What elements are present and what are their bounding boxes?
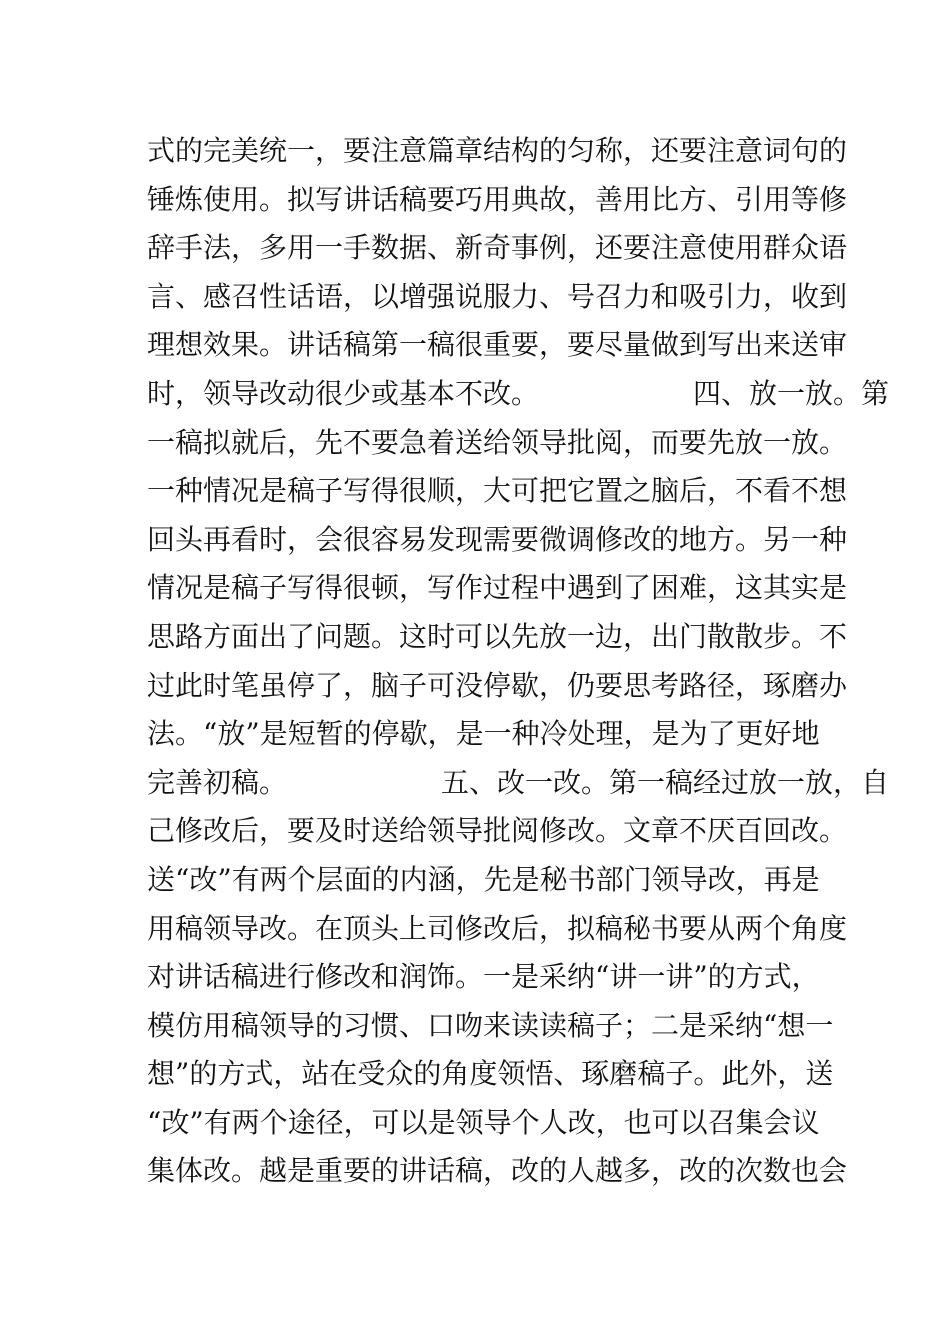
text-line: 己修改后，要及时送给领导批阅修改。文章不厌百回改。 [147,814,848,848]
text-line: 言、感召性话语，以增强说服力、号召力和吸引力，收到 [147,279,848,313]
text-line: 理想效果。讲话稿第一稿很重要，要尽量做到写出来送审 [147,328,848,362]
text-line: 送“改”有两个层面的内涵，先是秘书部门领导改，再是 [147,862,820,896]
text-line: 对讲话稿进行修改和润饰。一是采纳“讲一讲”的方式， [147,960,820,994]
text-line: 模仿用稿领导的习惯、口吻来读读稿子；二是采纳“想一 [147,1008,834,1042]
text-line: 时，领导改动很少或基本不改。 四、放一放。第 [147,376,890,410]
text-line: “改”有两个途径，可以是领导个人改，也可以召集会议 [147,1105,820,1139]
body-text [147,127,890,1196]
text-line: 一种情况是稿子写得很顺，大可把它置之脑后，不看不想 [147,474,848,508]
text-line: 完善初稿。 五、改一改。第一稿经过放一放，自 [147,765,890,799]
text-line: 过此时笔虽停了，脑子可没停歇，仍要思考路径，琢磨办 [147,668,848,702]
text-line: 用稿领导改。在顶头上司修改后，拟稿秘书要从两个角度 [147,911,848,945]
text-line: 式的完美统一，要注意篇章结构的匀称，还要注意词句的 [147,134,848,167]
text-line: 思路方面出了问题。这时可以先放一边，出门散散步。不 [147,619,848,653]
text-line: 辞手法，多用一手数据、新奇事例，还要注意使用群众语 [147,231,848,265]
text-line: 锤炼使用。拟写讲话稿要巧用典故，善用比方、引用等修 [147,182,848,216]
text-line: 一稿拟就后，先不要急着送给领导批阅，而要先放一放。 [147,425,848,459]
text-line: 情况是稿子写得很顿，写作过程中遇到了困难，这其实是 [147,571,848,605]
text-line: 回头再看时，会很容易发现需要微调修改的地方。另一种 [147,522,848,556]
text-line: 想”的方式，站在受众的角度领悟、琢磨稿子。此外，送 [147,1057,834,1091]
text-line: 集体改。越是重要的讲话稿，改的人越多，改的次数也会 [147,1154,848,1188]
text-line: 法。“放”是短暂的停歇，是一种冷处理，是为了更好地 [147,717,820,751]
